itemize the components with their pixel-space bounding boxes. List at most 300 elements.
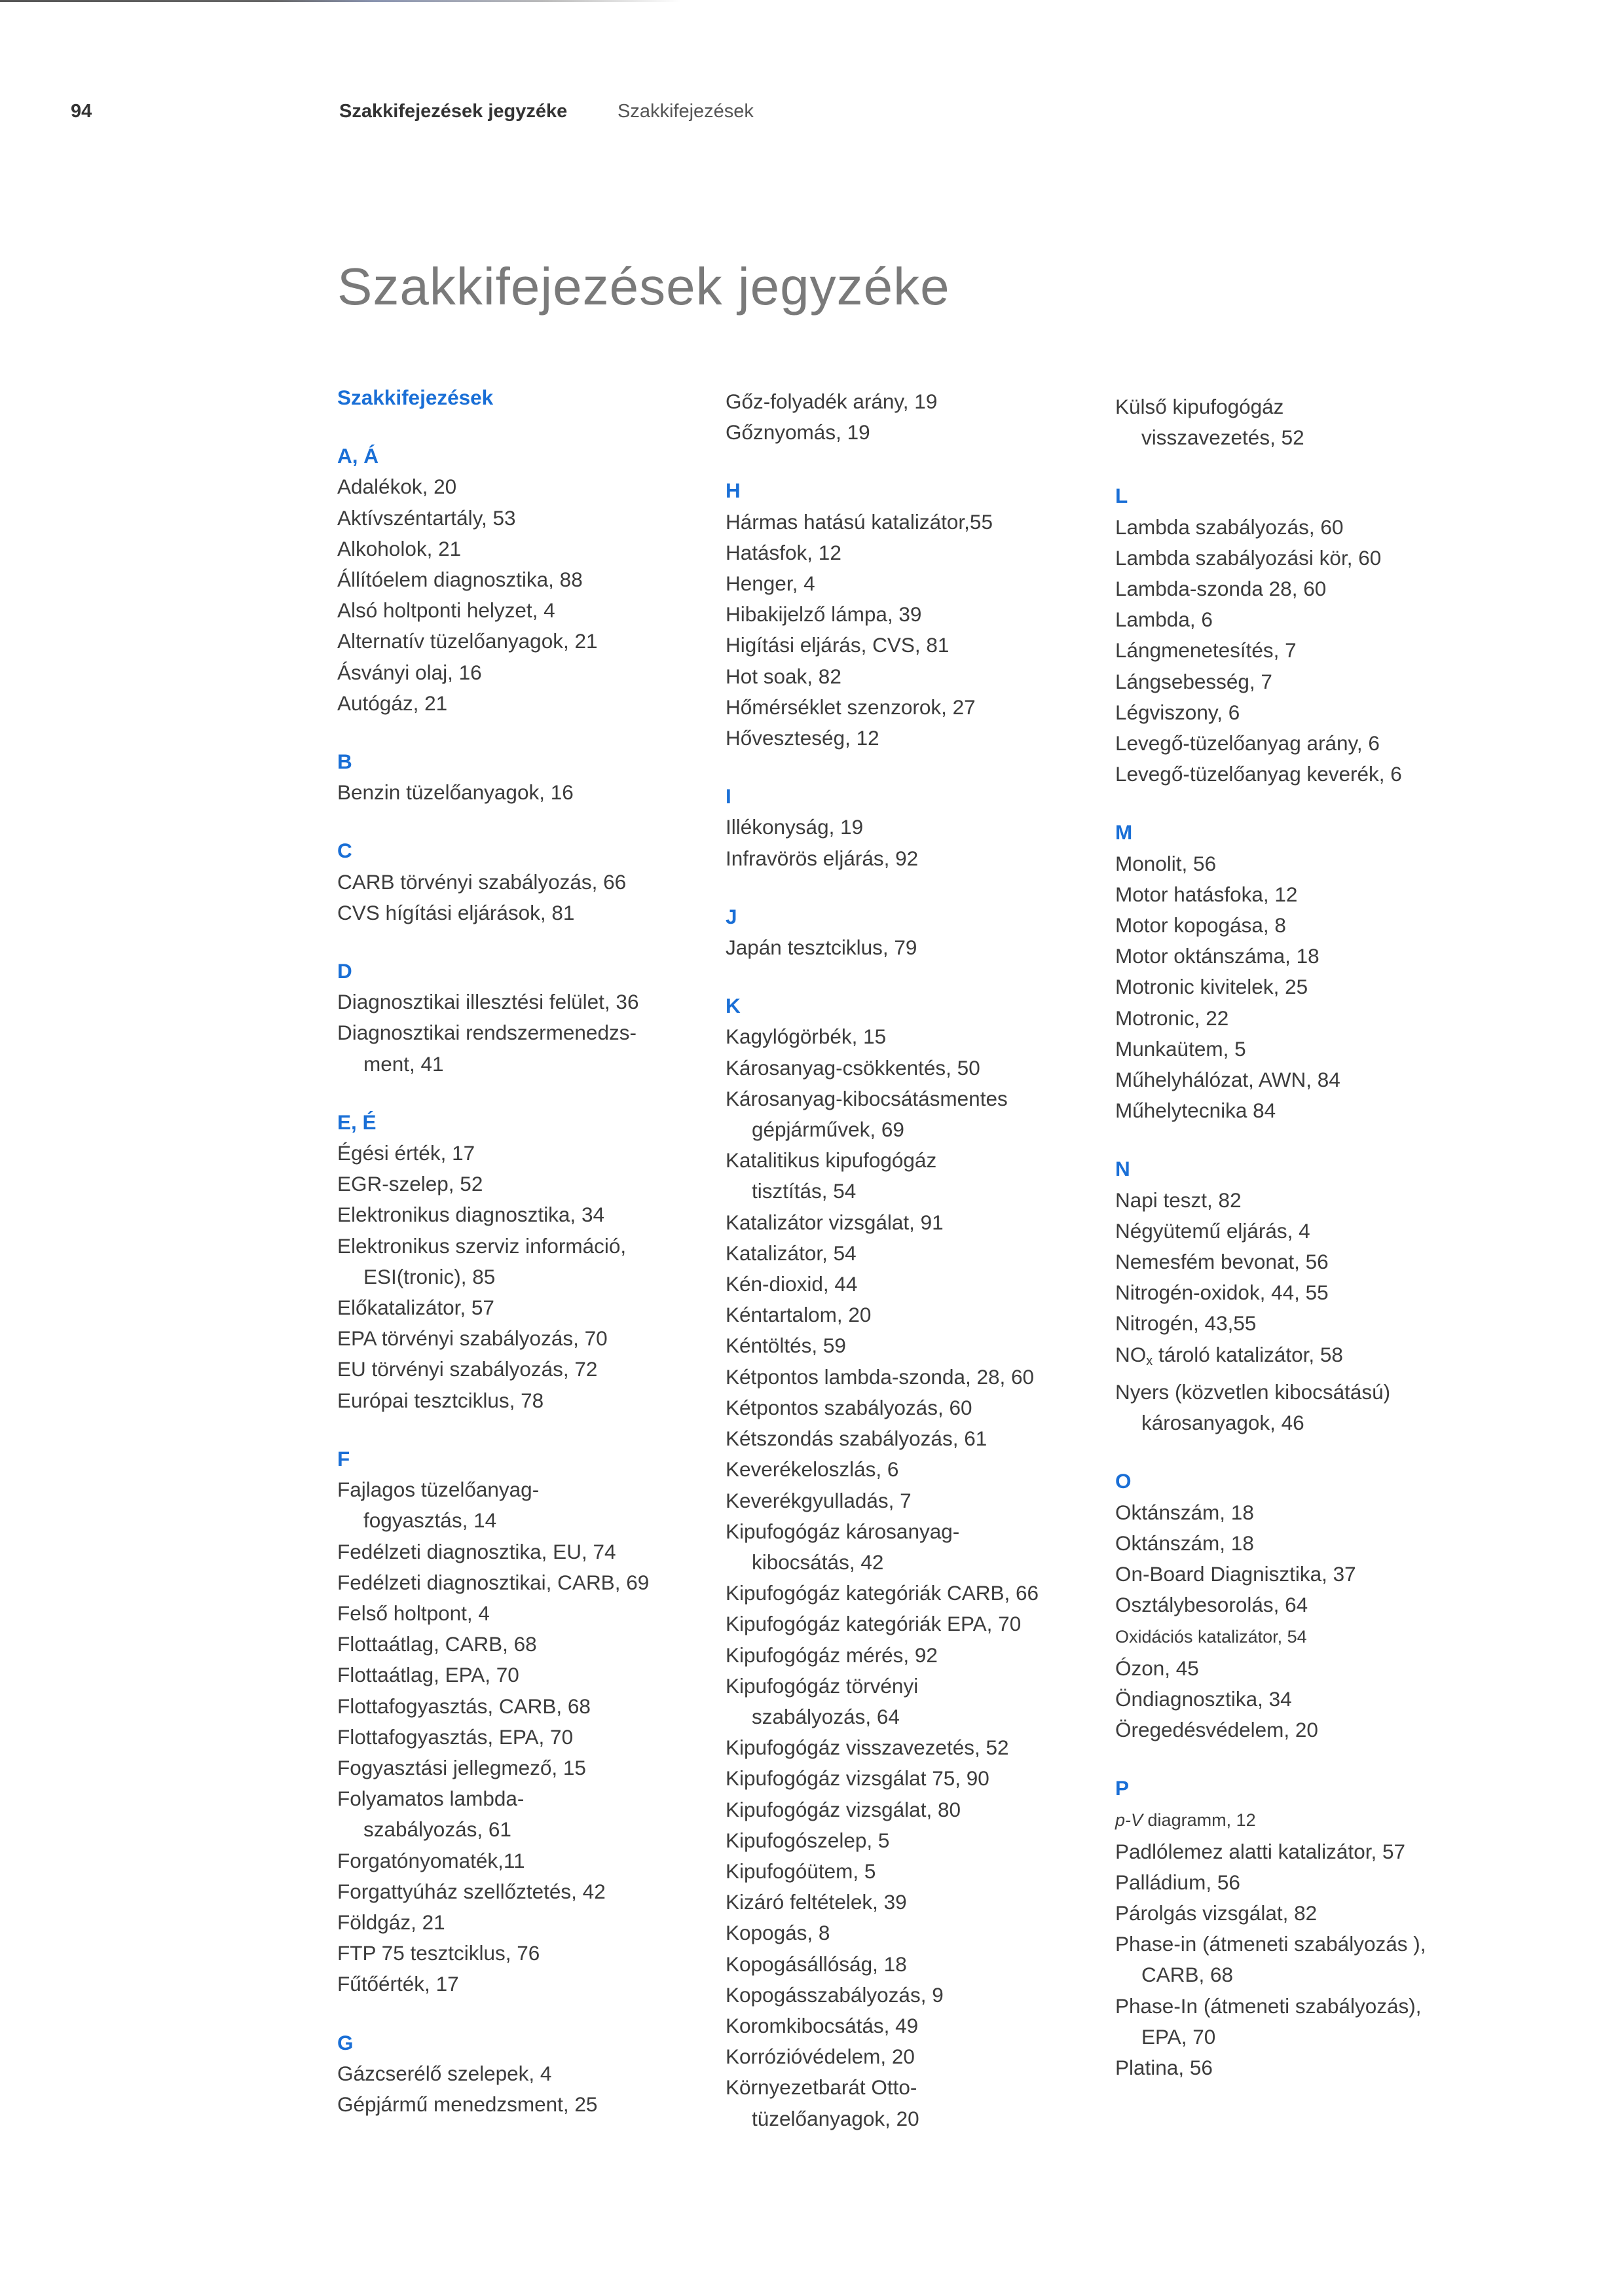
entry-term: Lambda szabályozás, 60 — [1115, 515, 1344, 539]
entry-term: Katalitikus kipufogógáz — [726, 1148, 937, 1173]
index-entry — [726, 630, 1092, 661]
index-entry — [726, 1269, 1092, 1300]
entry-continuation: tüzelőanyagok, 20 — [752, 2106, 919, 2130]
entry-term: Műhelyhálózat, AWN, 84 — [1115, 1068, 1340, 1092]
index-entry — [726, 599, 1092, 630]
index-entry — [337, 1385, 704, 1416]
index-section — [337, 441, 704, 719]
index-entry — [1115, 1034, 1482, 1065]
entry-term: Gőz-folyadék arány, 19 — [726, 390, 938, 413]
index-entry — [1115, 1653, 1482, 1684]
entry-continuation: CARB, 68 — [1141, 1963, 1234, 1987]
index-entry — [1115, 910, 1482, 941]
entry-term: Előkatalizátor, 57 — [337, 1296, 494, 1320]
index-entry — [1115, 1929, 1482, 1990]
index-entry — [1115, 1620, 1482, 1652]
section-letter: H — [726, 479, 741, 503]
index-entry — [337, 1876, 704, 1907]
index-entry — [337, 503, 704, 534]
entry-term: Állítóelem diagnosztika, 88 — [337, 568, 583, 592]
entry-continuation: tisztítás, 54 — [752, 1179, 857, 1203]
entry-term: On-Board Diagnisztika, 37 — [1115, 1561, 1356, 1586]
entry-term: Higítási eljárás, CVS, 81 — [726, 633, 950, 657]
index-entry — [726, 568, 1092, 599]
entry-term: Kétpontos lambda-szonda, 28, 60 — [726, 1364, 1035, 1389]
index-entry — [337, 1017, 704, 1079]
entry-term: Fedélzeti diagnosztika, EU, 74 — [337, 1539, 616, 1563]
index-entry — [726, 1671, 1092, 1732]
entry-term: Európai tesztciklus, 78 — [337, 1388, 544, 1412]
index-entry — [337, 1323, 704, 1354]
index-entry — [1115, 1867, 1482, 1898]
entry-term: Égési érték, 17 — [337, 1141, 475, 1165]
index-entry — [1115, 635, 1482, 666]
index-entry — [337, 595, 704, 626]
index-entry — [726, 692, 1092, 723]
entry-term: Palládium, 56 — [1115, 1870, 1240, 1894]
section-letter: O — [1115, 1469, 1132, 1493]
entry-term: Alternatív tüzelőanyagok, 21 — [337, 629, 598, 653]
index-entry — [1115, 1590, 1482, 1620]
index-entry — [337, 1231, 704, 1292]
entry-term: Flottaátlag, CARB, 68 — [337, 1632, 537, 1656]
index-section — [337, 746, 704, 808]
entry-term: Gázcserélő szelepek, 4 — [337, 2061, 552, 2085]
entry-term: Gőznyomás, 19 — [726, 420, 870, 445]
entry-term: Alsó holtponti helyzet, 4 — [337, 598, 555, 623]
index-entry — [726, 2072, 1092, 2134]
entry-term: Nitrogén, 43,55 — [1115, 1311, 1257, 1336]
entry-term: Oktánszám, 18 — [1115, 1500, 1254, 1524]
index-entry — [337, 867, 704, 898]
index-entry — [726, 1640, 1092, 1671]
index-section — [337, 1444, 704, 2000]
index-entry — [1115, 1065, 1482, 1095]
entry-term: Flottafogyasztás, CARB, 68 — [337, 1694, 591, 1718]
entry-term: Hőveszteség, 12 — [726, 726, 879, 750]
index-entry — [726, 507, 1092, 538]
entry-term: Oxidációs katalizátor, 54 — [1115, 1627, 1307, 1647]
entry-term: Földgáz, 21 — [337, 1910, 445, 1934]
index-entry — [1115, 1804, 1482, 1836]
index-entry — [1115, 1185, 1482, 1216]
index-entry — [726, 1887, 1092, 1918]
index-entry — [337, 1474, 704, 1536]
index-entry — [1115, 1836, 1482, 1867]
section-letter: L — [1115, 484, 1128, 508]
entry-term: Lambda szabályozási kör, 60 — [1115, 545, 1382, 570]
index-entry — [337, 1938, 704, 1969]
section-letter: P — [1115, 1776, 1130, 1800]
entry-term: Kipufogógáz vizsgálat, 80 — [726, 1797, 961, 1821]
entry-term: Lángmenetesítés, 7 — [1115, 638, 1297, 663]
entry-term: Elektronikus diagnosztika, 34 — [337, 1203, 604, 1227]
entry-term: Kipufogógáz visszavezetés, 52 — [726, 1736, 1009, 1760]
index-entry — [1115, 1528, 1482, 1559]
index-entry — [726, 1856, 1092, 1887]
index-section — [1115, 481, 1482, 790]
entry-term: Oktánszám, 18 — [1115, 1531, 1254, 1555]
index-entry — [726, 1053, 1092, 1084]
entry-term: Hibakijelző lámpa, 39 — [726, 602, 922, 627]
index-entry — [337, 1969, 704, 1999]
index-entry — [337, 1354, 704, 1385]
section-letter: N — [1115, 1157, 1130, 1181]
section-letter: G — [337, 2030, 354, 2054]
index-entry — [726, 1763, 1092, 1794]
index-section — [1115, 392, 1482, 453]
index-section — [337, 835, 704, 928]
entry-term: Kipufogógáz vizsgálat 75, 90 — [726, 1766, 989, 1791]
index-entry — [1115, 512, 1482, 543]
entry-term: Korrózióvédelem, 20 — [726, 2045, 915, 2069]
index-entry — [337, 657, 704, 688]
entry-continuation: károsanyagok, 46 — [1141, 1411, 1304, 1435]
section-letter: A, Á — [337, 444, 378, 468]
index-column-3 — [1115, 392, 1482, 2083]
index-entry — [337, 2089, 704, 2120]
index-entry — [337, 1169, 704, 1199]
index-entry — [1115, 604, 1482, 635]
index-entry — [726, 1362, 1092, 1393]
index-entry — [726, 1795, 1092, 1825]
entry-term: Flottafogyasztás, EPA, 70 — [337, 1724, 574, 1749]
page-title: Szakkifejezések jegyzéke — [337, 257, 950, 316]
entry-term: Padlólemez alatti katalizátor, 57 — [1115, 1839, 1405, 1863]
entry-term: Japán tesztciklus, 79 — [726, 936, 917, 960]
index-entry — [726, 1145, 1092, 1207]
index-entry — [337, 626, 704, 657]
entry-term: Négyütemű eljárás, 4 — [1115, 1218, 1310, 1243]
entry-continuation: kibocsátás, 42 — [752, 1550, 884, 1574]
index-entry — [726, 932, 1092, 963]
entry-term: Motor kopogása, 8 — [1115, 913, 1286, 938]
entry-term: Kén-dioxid, 44 — [726, 1272, 858, 1296]
entry-term: Fajlagos tüzelőanyag- — [337, 1478, 540, 1502]
index-entry — [337, 688, 704, 719]
index-entry — [1115, 666, 1482, 697]
index-entry — [337, 1660, 704, 1690]
section-letter: D — [337, 959, 352, 983]
entry-term: EGR-szelep, 52 — [337, 1172, 483, 1196]
entry-term: Öndiagnosztika, 34 — [1115, 1686, 1292, 1711]
index-entry — [726, 1238, 1092, 1269]
index-entry — [726, 1330, 1092, 1361]
index-entry — [1115, 728, 1482, 759]
index-entry — [726, 843, 1092, 874]
entry-term: Hatásfok, 12 — [726, 540, 841, 564]
entry-term: Aktívszéntartály, 53 — [337, 505, 516, 530]
index-entry — [337, 1567, 704, 1598]
entry-term: Párolgás vizsgálat, 82 — [1115, 1901, 1318, 1925]
index-entry — [726, 1207, 1092, 1238]
entry-term: Motronic, 22 — [1115, 1006, 1229, 1030]
index-entry — [726, 1084, 1092, 1145]
index-section — [1115, 817, 1482, 1126]
entry-term: Katalizátor vizsgálat, 91 — [726, 1210, 944, 1234]
entry-continuation: gépjárművek, 69 — [752, 1118, 904, 1142]
section-letter: F — [337, 1446, 350, 1470]
entry-term: Henger, 4 — [726, 572, 815, 596]
entry-term: Kipufogógáz kategóriák EPA, 70 — [726, 1612, 1022, 1636]
index-entry — [726, 1918, 1092, 1948]
entry-term: Kipufogógáz kategóriák CARB, 66 — [726, 1581, 1039, 1605]
entry-term: Kipufogóütem, 5 — [726, 1859, 876, 1883]
entry-term: Gépjármű menedzsment, 25 — [337, 2092, 598, 2116]
entry-term: Légviszony, 6 — [1115, 700, 1240, 724]
entry-term: Fűtőérték, 17 — [337, 1972, 459, 1996]
index-entry — [726, 812, 1092, 843]
entry-continuation: EPA, 70 — [1141, 2024, 1216, 2049]
entry-term: Autógáz, 21 — [337, 691, 448, 715]
index-entry — [1115, 972, 1482, 1002]
index-entry — [337, 1846, 704, 1876]
index-section — [337, 2028, 704, 2121]
entry-term: Forgattyúház szellőztetés, 42 — [337, 1879, 606, 1903]
entry-term: Fedélzeti diagnosztikai, CARB, 69 — [337, 1570, 650, 1594]
index-section — [726, 781, 1092, 874]
page-number: 94 — [71, 101, 92, 122]
index-entry — [337, 1722, 704, 1753]
index-entry — [1115, 1247, 1482, 1277]
entry-term: Motor hatásfoka, 12 — [1115, 882, 1298, 906]
entry-term: Benzin tüzelőanyagok, 16 — [337, 780, 574, 805]
entry-continuation: ESI(tronic), 85 — [363, 1264, 496, 1288]
index-entry — [726, 2011, 1092, 2041]
entry-term: Katalizátor, 54 — [726, 1241, 857, 1265]
running-title-chapter: Szakkifejezések jegyzéke — [339, 101, 568, 122]
entry-term: Kipufogógáz károsanyag- — [726, 1519, 960, 1543]
section-letter: E, É — [337, 1110, 377, 1134]
entry-term: Ásványi olaj, 16 — [337, 660, 482, 684]
index-entry — [1115, 759, 1482, 790]
index-heading: Szakkifejezések — [337, 386, 494, 409]
index-entry — [726, 538, 1092, 568]
index-section — [726, 902, 1092, 963]
index-entry — [337, 534, 704, 564]
entry-term: Kipufogógáz törvényi — [726, 1673, 919, 1698]
index-entry — [726, 1949, 1092, 1980]
index-section — [726, 991, 1092, 2134]
entry-term: Környezetbarát Otto- — [726, 2075, 917, 2100]
entry-term: Munkaütem, 5 — [1115, 1036, 1246, 1061]
index-entry — [726, 2041, 1092, 2072]
running-header — [0, 98, 1624, 124]
index-entry — [337, 1138, 704, 1169]
index-entry — [337, 1292, 704, 1323]
index-entry — [1115, 1216, 1482, 1247]
index-entry — [726, 417, 1092, 448]
index-entry — [1115, 1277, 1482, 1308]
entry-term: Hot soak, 82 — [726, 664, 841, 688]
entry-term: Alkoholok, 21 — [337, 536, 462, 560]
index-entry — [337, 1199, 704, 1230]
entry-term: Folyamatos lambda- — [337, 1787, 525, 1811]
index-entry — [726, 1732, 1092, 1763]
index-entry — [1115, 1684, 1482, 1715]
entry-term: Koromkibocsátás, 49 — [726, 2013, 919, 2037]
entry-term: Műhelytecnika 84 — [1115, 1099, 1276, 1123]
entry-term: Keverékeloszlás, 6 — [726, 1457, 899, 1482]
index-entry — [337, 1783, 704, 1845]
index-section — [337, 956, 704, 1080]
entry-term: FTP 75 tesztciklus, 76 — [337, 1941, 540, 1965]
entry-term: Osztálybesorolás, 64 — [1115, 1593, 1308, 1617]
index-entry — [726, 723, 1092, 754]
section-letter: I — [726, 784, 731, 809]
index-entry — [337, 1629, 704, 1660]
entry-term: Hármas hatású katalizátor,55 — [726, 509, 993, 534]
entry-term: Lambda-szonda 28, 60 — [1115, 577, 1327, 601]
entry-term: Kagylógörbék, 15 — [726, 1025, 887, 1049]
index-entry — [1115, 1991, 1482, 2052]
entry-term: Kizáró feltételek, 39 — [726, 1890, 907, 1914]
entry-term: Elektronikus szerviz információ, — [337, 1233, 627, 1258]
index-entry — [726, 1454, 1092, 1485]
entry-term: Kopogásállóság, 18 — [726, 1952, 907, 1976]
index-entry — [1115, 879, 1482, 910]
index-entry — [726, 1300, 1092, 1330]
index-entry — [726, 1516, 1092, 1578]
entry-term: Nemesfém bevonat, 56 — [1115, 1250, 1329, 1274]
entry-term: Külső kipufogógáz — [1115, 395, 1284, 418]
entry-term: Lángsebesség, 7 — [1115, 669, 1272, 693]
entry-term: Flottaátlag, EPA, 70 — [337, 1663, 519, 1687]
index-entry — [1115, 2052, 1482, 2083]
index-column-2 — [726, 386, 1092, 2134]
index-entry — [726, 1423, 1092, 1454]
index-column-1 — [337, 382, 704, 2120]
entry-term: EU törvényi szabályozás, 72 — [337, 1357, 598, 1381]
entry-term: p-V diagramm, 12 — [1115, 1810, 1256, 1831]
index-entry — [337, 1753, 704, 1783]
index-entry — [726, 1021, 1092, 1052]
index-entry — [337, 564, 704, 595]
entry-term: Károsanyag-kibocsátásmentes — [726, 1086, 1008, 1110]
entry-term: Kéntöltés, 59 — [726, 1334, 846, 1358]
index-entry — [726, 1485, 1092, 1516]
index-section — [1115, 1466, 1482, 1745]
entry-continuation: szabályozás, 64 — [752, 1704, 900, 1728]
index-entry — [1115, 543, 1482, 574]
entry-continuation: visszavezetés, 52 — [1141, 426, 1304, 450]
index-section — [1115, 1773, 1482, 2083]
index-entry — [726, 386, 1092, 417]
entry-term: Kéntartalom, 20 — [726, 1303, 872, 1327]
entry-term: $NO_x$ tároló katalizátor, 58 — [1115, 1342, 1343, 1368]
index-entry — [337, 2058, 704, 2089]
index-entry — [1115, 392, 1482, 453]
index-entry — [337, 987, 704, 1017]
entry-term: Kétpontos szabályozás, 60 — [726, 1395, 972, 1419]
entry-term: Nyers (közvetlen kibocsátású) — [1115, 1379, 1391, 1404]
running-title-section: Szakkifejezések — [618, 101, 754, 122]
index-entry — [1115, 574, 1482, 604]
entry-term: Illékonyság, 19 — [726, 815, 864, 839]
index-section — [726, 386, 1092, 448]
entry-term: Phase-in (átmeneti szabályozás ), — [1115, 1932, 1426, 1956]
index-entry — [337, 1907, 704, 1938]
index-entry — [337, 1691, 704, 1722]
index-entry — [1115, 1559, 1482, 1590]
entry-term: Motronic kivitelek, 25 — [1115, 975, 1308, 999]
section-letter: K — [726, 994, 741, 1018]
entry-term: EPA törvényi szabályozás, 70 — [337, 1326, 608, 1351]
index-entry — [337, 471, 704, 502]
index-entry — [726, 1825, 1092, 1856]
section-letter: J — [726, 904, 737, 928]
entry-term: Infravörös eljárás, 92 — [726, 846, 919, 870]
index-entry — [1115, 1898, 1482, 1929]
index-section — [1115, 1154, 1482, 1438]
entry-continuation: szabályozás, 61 — [363, 1817, 511, 1842]
index-entry — [726, 1980, 1092, 2011]
entry-term: Kipufogószelep, 5 — [726, 1828, 890, 1852]
entry-term: Monolit, 56 — [1115, 851, 1217, 875]
index-entry — [1115, 1095, 1482, 1126]
section-letter: M — [1115, 820, 1133, 845]
index-entry — [1115, 1003, 1482, 1034]
entry-term: Fogyasztási jellegmező, 15 — [337, 1755, 586, 1779]
entry-term: Diagnosztikai rendszermenedzs- — [337, 1021, 637, 1045]
section-letter: B — [337, 750, 352, 774]
index-entry — [1115, 1308, 1482, 1339]
entry-term: Platina, 56 — [1115, 2055, 1213, 2079]
entry-term: Forgatónyomaték,11 — [337, 1848, 525, 1872]
index-entry — [1115, 1497, 1482, 1528]
entry-term: Phase-In (átmeneti szabályozás), — [1115, 1994, 1422, 2018]
entry-term: Hőmérséklet szenzorok, 27 — [726, 695, 976, 719]
index-entry — [1115, 1339, 1482, 1377]
index-entry — [1115, 1715, 1482, 1745]
entry-term: CARB törvényi szabályozás, 66 — [337, 869, 627, 894]
entry-term: Motor oktánszáma, 18 — [1115, 944, 1320, 968]
index-entry — [726, 1609, 1092, 1639]
index-section — [337, 1107, 704, 1416]
entry-term: Nitrogén-oxidok, 44, 55 — [1115, 1281, 1329, 1305]
index-entry — [1115, 1377, 1482, 1438]
scan-edge — [0, 0, 681, 2]
index-entry — [726, 1578, 1092, 1609]
entry-term: Ózon, 45 — [1115, 1656, 1199, 1680]
entry-term: Kipufogógáz mérés, 92 — [726, 1643, 938, 1667]
entry-term: Felső holtpont, 4 — [337, 1601, 490, 1625]
entry-term: Károsanyag-csökkentés, 50 — [726, 1055, 980, 1080]
index-entry — [337, 777, 704, 808]
index-entry — [1115, 697, 1482, 728]
index-entry — [337, 898, 704, 928]
index-entry — [726, 661, 1092, 692]
entry-continuation: fogyasztás, 14 — [363, 1508, 497, 1533]
section-letter: C — [337, 839, 352, 863]
index-entry — [337, 1598, 704, 1629]
entry-term: Öregedésvédelem, 20 — [1115, 1717, 1318, 1741]
index-entry — [1115, 941, 1482, 972]
entry-term: Diagnosztikai illesztési felület, 36 — [337, 990, 639, 1014]
entry-term: Lambda, 6 — [1115, 608, 1213, 632]
entry-term: Kopogás, 8 — [726, 1921, 830, 1945]
index-section — [726, 475, 1092, 754]
entry-term: Napi teszt, 82 — [1115, 1188, 1242, 1212]
index-entry — [1115, 848, 1482, 879]
entry-term: Adalékok, 20 — [337, 475, 457, 499]
entry-term: Kopogásszabályozás, 9 — [726, 1982, 944, 2007]
entry-term: Levegő-tüzelőanyag arány, 6 — [1115, 731, 1380, 756]
index-entry — [337, 1537, 704, 1567]
entry-continuation: ment, 41 — [363, 1051, 444, 1076]
entry-term: CVS hígítási eljárások, 81 — [337, 900, 575, 924]
entry-term: Keverékgyulladás, 7 — [726, 1488, 912, 1512]
